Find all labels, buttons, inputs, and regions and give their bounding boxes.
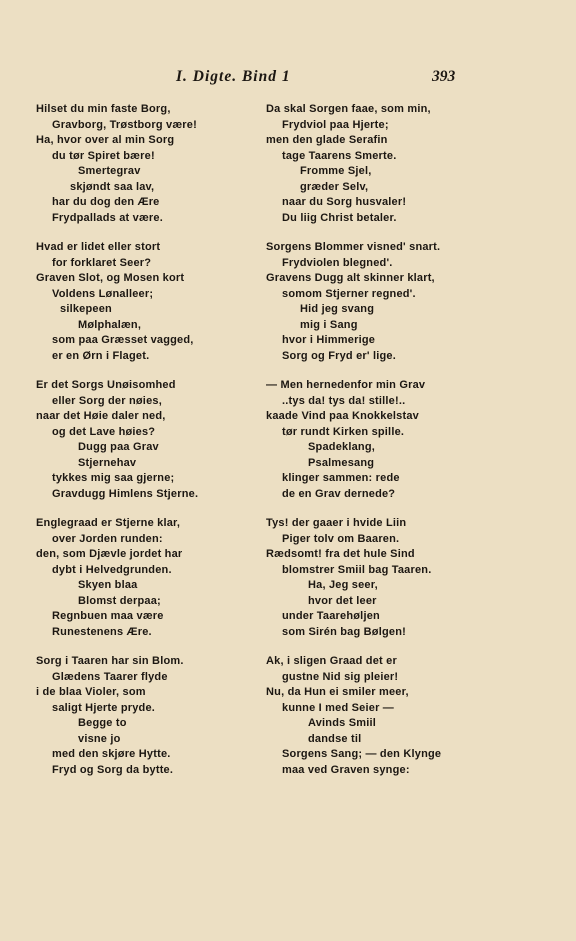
verse-line: kunne I med Seier — <box>282 701 395 714</box>
verse-line: hvor det leer <box>308 594 377 607</box>
right-column <box>266 102 441 792</box>
verse-line: har du dog den Ære <box>52 196 160 208</box>
verse-line: dybt i Helvedgrunden. <box>52 563 172 576</box>
running-title: I. Digte. Bind 1 <box>176 68 291 85</box>
verse-line: Spadeklang, <box>308 441 375 453</box>
verse-line: Begge to <box>78 717 127 729</box>
verse-line: Er det Sorgs Unøisomhed <box>36 379 176 391</box>
verse-line: den, som Djævle jordet har <box>36 548 183 560</box>
stanza <box>266 654 441 792</box>
verse-line: Ak, i sligen Graad det er <box>266 655 397 667</box>
verse-line: Smertegrav <box>78 165 141 177</box>
verse-line: Frydviol paa Hjerte; <box>282 118 389 131</box>
verse-line: Rædsomt! fra det hule Sind <box>266 548 415 560</box>
verse-line: gustne Nid sig pleier! <box>282 670 399 683</box>
stanza <box>266 102 441 240</box>
verse-line: Hilset du min faste Borg, <box>36 103 171 115</box>
verse-line: tage Taarens Smerte. <box>282 149 397 162</box>
verse-line: Mølphalæn, <box>78 318 142 331</box>
verse-line: Stjernehav <box>78 456 137 469</box>
verse-line: de en Grav dernede? <box>282 487 396 500</box>
verse-line: men den glade Serafin <box>266 134 388 146</box>
verse-line: Gravborg, Trøstborg være! <box>52 118 197 131</box>
verse-line: Blomst derpaa; <box>78 594 161 607</box>
verse-line: Da skal Sorgen faae, som min, <box>266 103 431 115</box>
verse-line: Du liig Christ betaler. <box>282 211 397 224</box>
verse-line: Sorgens Sang; — den Klynge <box>282 748 442 760</box>
left-column <box>36 102 198 792</box>
verse-line: saligt Hjerte pryde. <box>52 701 156 714</box>
verse-line: Ha, Jeg seer, <box>308 579 378 591</box>
stanza <box>266 378 441 516</box>
verse-line: i de blaa Violer, som <box>36 686 146 698</box>
verse-line: Frydviolen blegned'. <box>282 256 393 269</box>
verse-line: Piger tolv om Baaren. <box>282 532 400 545</box>
verse-line: Regnbuen maa være <box>52 610 164 622</box>
verse-line: skjøndt saa lav, <box>70 180 155 193</box>
page-number: 393 <box>432 68 456 85</box>
verse-line: og det Lave høies? <box>52 425 156 438</box>
verse-line: tør rundt Kirken spille. <box>282 425 405 438</box>
stanza <box>36 102 198 240</box>
verse-line: under Taarehøljen <box>282 610 380 622</box>
verse-line: naar det Høie daler ned, <box>36 410 166 422</box>
stanza <box>36 654 198 792</box>
verse-line: du tør Spiret bære! <box>52 149 155 162</box>
verse-line: som paa Græsset vagged, <box>52 334 194 346</box>
verse-line: Nu, da Hun ei smiler meer, <box>266 686 409 698</box>
verse-line: — Men hernedenfor min Grav <box>266 379 426 391</box>
verse-line: ..tys da! tys da! stille!.. <box>282 394 406 407</box>
verse-line: Hid jeg svang <box>300 303 375 315</box>
verse-line: visne jo <box>78 732 121 745</box>
verse-line: Ha, hvor over al min Sorg <box>36 134 175 146</box>
verse-line: Gravdugg Himlens Stjerne. <box>52 487 199 500</box>
verse-line: over Jorden runden: <box>52 532 163 545</box>
verse-line: somom Stjerner regned'. <box>282 287 416 300</box>
verse-line: naar du Sorg husvaler! <box>282 196 407 208</box>
verse-line: Sorg i Taaren har sin Blom. <box>36 655 184 667</box>
verse-line: Dugg paa Grav <box>78 441 159 453</box>
verse-line: Graven Slot, og Mosen kort <box>36 272 185 284</box>
verse-line: Fryd og Sorg da bytte. <box>52 763 174 776</box>
verse-line: Tys! der gaaer i hvide Liin <box>266 517 407 529</box>
verse-line: Fromme Sjel, <box>300 165 372 177</box>
verse-line: Hvad er lidet eller stort <box>36 241 161 253</box>
verse-line: tykkes mig saa gjerne; <box>52 472 175 484</box>
verse-line: for forklaret Seer? <box>52 256 152 269</box>
verse-line: Glædens Taarer flyde <box>52 670 168 683</box>
verse-line: Skyen blaa <box>78 579 138 591</box>
verse-line: silkepeen <box>60 303 112 315</box>
page-header <box>0 66 576 90</box>
verse-line: Runestenens Ære. <box>52 625 152 638</box>
verse-line: Gravens Dugg alt skinner klart, <box>266 272 435 284</box>
stanza <box>266 240 441 378</box>
verse-line: Sorg og Fryd er' lige. <box>282 349 396 362</box>
verse-line: græder Selv, <box>300 180 369 193</box>
verse-line: klinger sammen: rede <box>282 472 400 484</box>
verse-line: Sorgens Blommer visned' snart. <box>266 241 441 253</box>
verse-line: med den skjøre Hytte. <box>52 748 171 760</box>
verse-line: er en Ørn i Flaget. <box>52 349 150 362</box>
stanza <box>36 378 198 516</box>
stanza <box>36 240 198 378</box>
verse-line: hvor i Himmerige <box>282 334 376 346</box>
verse-line: eller Sorg der nøies, <box>52 394 162 407</box>
verse-line: maa ved Graven synge: <box>282 763 410 776</box>
verse-line: dandse til <box>308 732 362 745</box>
verse-line: blomstrer Smiil bag Taaren. <box>282 563 432 576</box>
verse-line: Voldens Lønalleer; <box>52 287 154 300</box>
verse-line: som Sirén bag Bølgen! <box>282 625 406 638</box>
verse-line: Frydpallads at være. <box>52 211 163 224</box>
verse-line: Psalmesang <box>308 456 375 469</box>
verse-line: Englegraad er Stjerne klar, <box>36 517 181 529</box>
verse-line: mig i Sang <box>300 318 358 331</box>
stanza <box>36 516 198 654</box>
stanza <box>266 516 441 654</box>
verse-line: kaade Vind paa Knokkelstav <box>266 410 419 422</box>
verse-line: Avinds Smiil <box>308 717 377 729</box>
